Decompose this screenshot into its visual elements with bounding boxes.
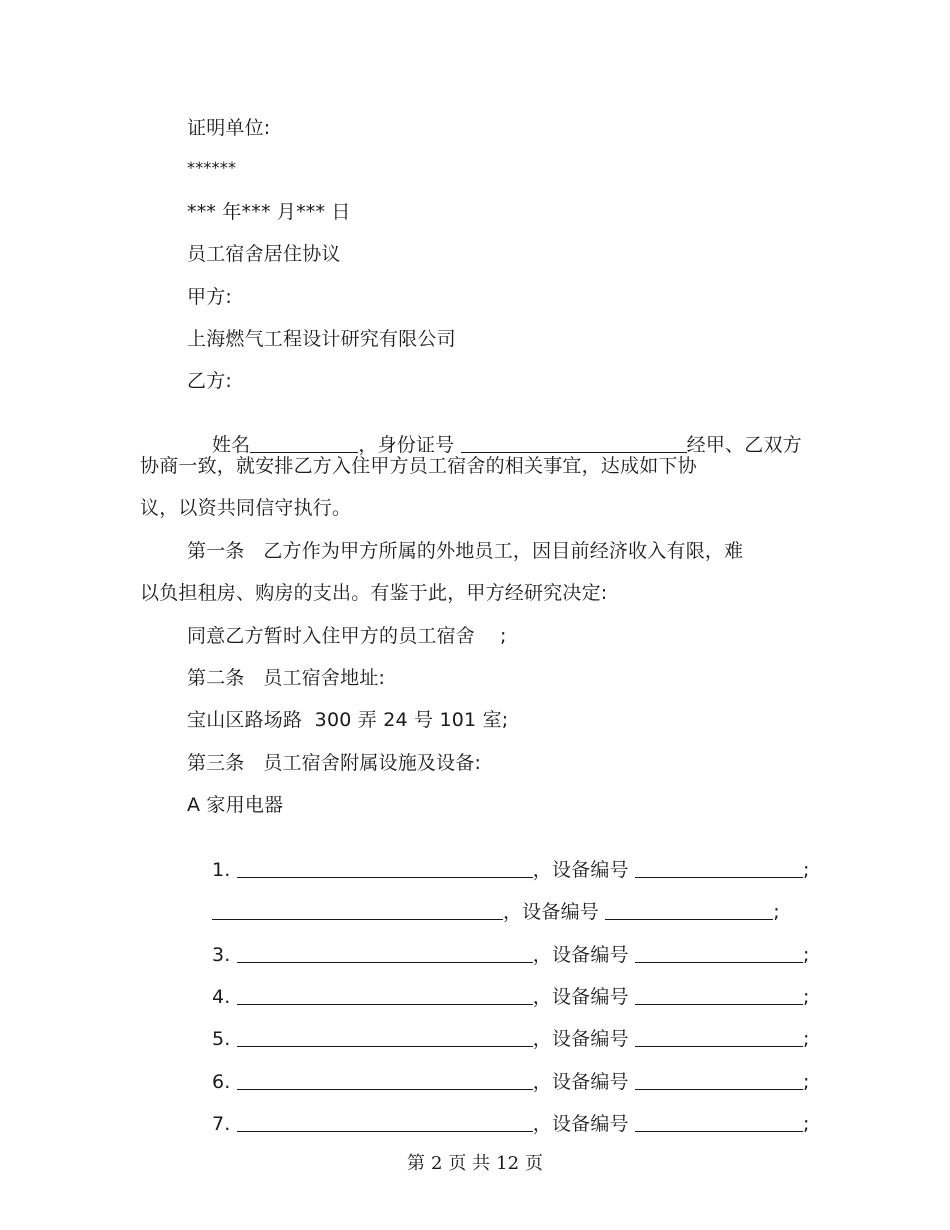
device-row <box>187 1091 810 1157</box>
device-number-label: ，设备编号 <box>532 1028 629 1050</box>
section-a-heading: A 家用电器 <box>187 794 284 816</box>
footer-suffix: 页 <box>525 1153 544 1174</box>
device-row-number: 5. <box>211 1028 231 1050</box>
article-2-heading: 第二条 员工宿舍地址: <box>187 667 386 689</box>
line-end: ; <box>803 986 810 1008</box>
device-row-number: 3. <box>211 944 231 966</box>
device-number-label: ，设备编号 <box>532 986 629 1008</box>
device-number-label: ，设备编号 <box>502 901 599 923</box>
device-name-blank[interactable] <box>237 1071 533 1090</box>
device-number-blank[interactable] <box>635 859 803 878</box>
id-blank[interactable] <box>461 434 687 453</box>
device-number-blank[interactable] <box>635 944 803 963</box>
device-name-blank[interactable] <box>237 859 533 878</box>
device-name-blank[interactable] <box>237 1028 533 1047</box>
line-end: ; <box>803 1028 810 1050</box>
device-number-label: ，设备编号 <box>532 1071 629 1093</box>
intro-line-2: 协商一致，就安排乙方入住甲方员工宿舍的相关事宜，达成如下协 <box>140 455 697 477</box>
name-label: 姓名 <box>211 434 251 456</box>
line-end: ; <box>803 1071 810 1093</box>
device-row-number: 4. <box>211 986 231 1008</box>
line-end: ; <box>803 859 810 881</box>
date-line: *** 年*** 月*** 日 <box>187 201 351 223</box>
article-3-heading: 第三条 员工宿舍附属设施及设备: <box>187 752 482 774</box>
device-number-blank[interactable] <box>635 986 803 1005</box>
line-end: ; <box>773 901 780 923</box>
issuer-label: 证明单位: <box>187 117 271 139</box>
device-name-blank[interactable] <box>237 986 533 1005</box>
device-number-blank[interactable] <box>635 1113 803 1132</box>
party-a-name: 上海燃气工程设计研究有限公司 <box>187 328 456 350</box>
device-name-blank[interactable] <box>237 944 533 963</box>
device-name-blank[interactable] <box>237 1113 533 1132</box>
article-1-line-2: 以负担租房、购房的支出。有鉴于此，甲方经研究决定: <box>140 582 608 604</box>
device-row-number: 6. <box>211 1071 231 1093</box>
footer-page-number: 2 <box>430 1153 443 1174</box>
device-name-blank[interactable] <box>212 901 503 920</box>
device-number-label: ，设备编号 <box>532 944 629 966</box>
device-number-blank[interactable] <box>635 1028 803 1047</box>
footer-middle: 页 共 <box>448 1153 491 1174</box>
article-1-line-1: 第一条 乙方作为甲方所属的外地员工，因目前经济收入有限，难 <box>187 540 744 562</box>
footer-prefix: 第 <box>406 1153 425 1174</box>
device-row-number: 1. <box>211 859 231 881</box>
line-end: ; <box>803 1113 810 1135</box>
id-label: ，身份证号 <box>358 434 455 456</box>
device-row-number: 7. <box>211 1113 231 1135</box>
issuer-value: ****** <box>187 158 237 177</box>
party-a-label: 甲方: <box>187 286 233 308</box>
article-2-address: 宝山区路场路 300 弄 24 号 101 室; <box>187 709 509 731</box>
device-number-blank[interactable] <box>605 901 773 920</box>
device-number-blank[interactable] <box>635 1071 803 1090</box>
article-1-line-3: 同意乙方暂时入住甲方的员工宿舍 ; <box>187 625 507 647</box>
device-number-label: ，设备编号 <box>532 1113 629 1135</box>
page-footer <box>0 1153 950 1175</box>
intro-line-3: 议，以资共同信守执行。 <box>140 497 352 519</box>
intro-tail: 经甲、乙双方 <box>686 434 802 456</box>
line-end: ; <box>803 944 810 966</box>
device-number-label: ，设备编号 <box>532 859 629 881</box>
agreement-title: 员工宿舍居住协议 <box>187 243 341 265</box>
name-blank[interactable] <box>250 434 358 453</box>
party-b-label: 乙方: <box>187 370 233 392</box>
footer-total-pages: 12 <box>496 1153 520 1174</box>
